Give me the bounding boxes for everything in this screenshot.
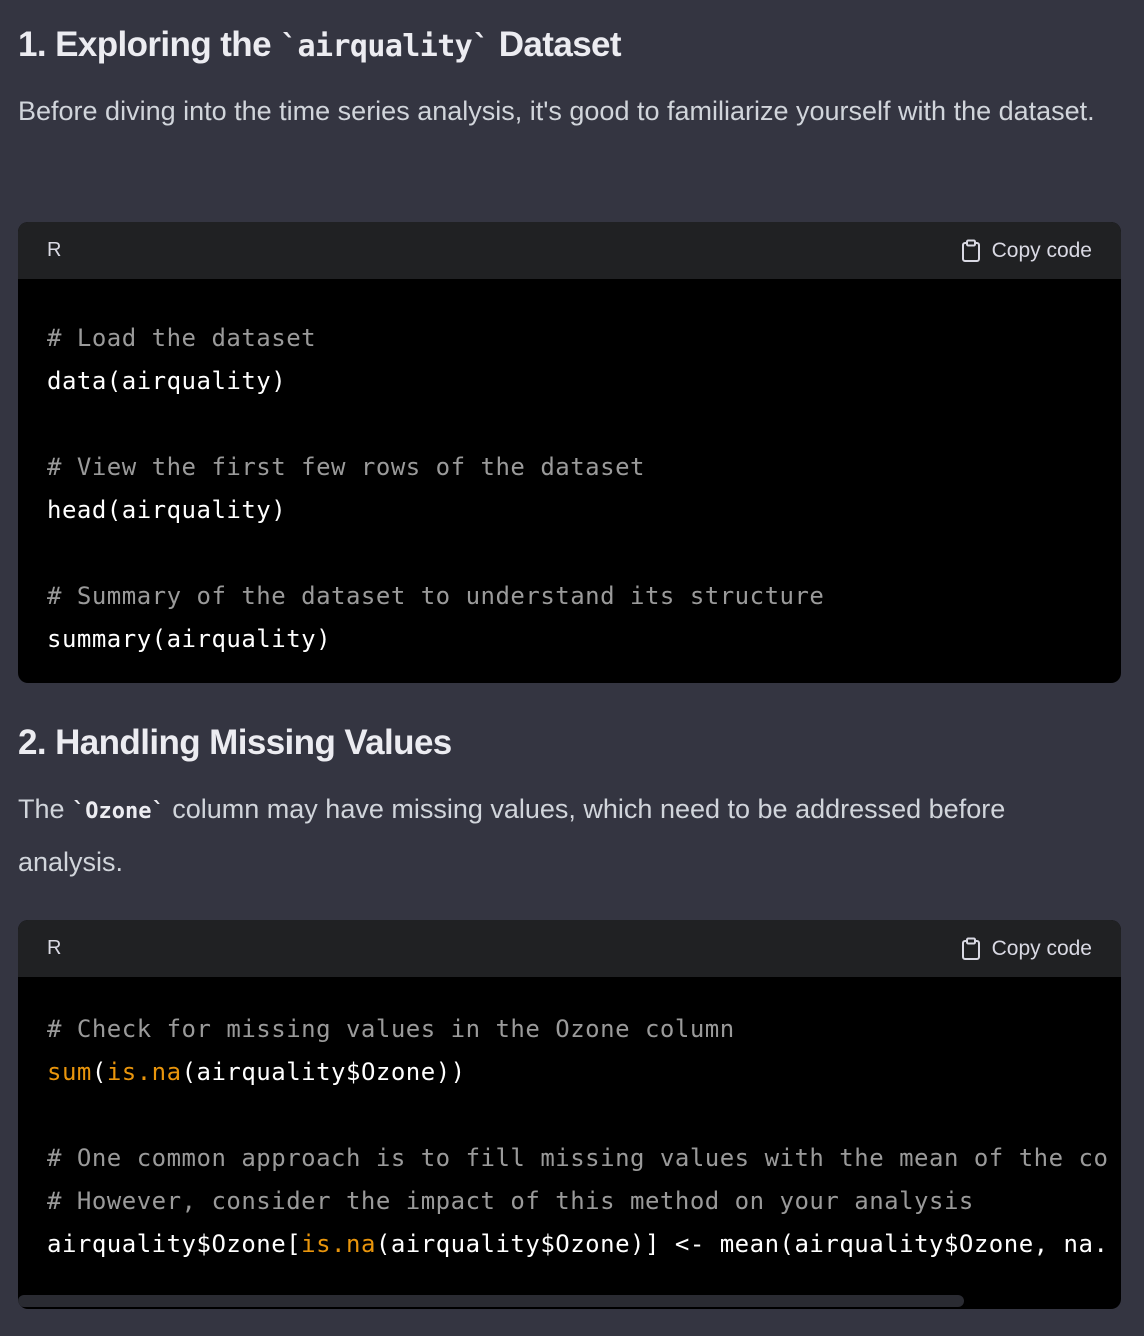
- paragraph-text: The: [18, 794, 73, 824]
- code-function: is.na: [106, 1058, 182, 1086]
- section-heading-2: 2. Handling Missing Values: [18, 723, 452, 762]
- section-paragraph-1: Before diving into the time series analysis, it's good to familiarize yourself with the dataset.: [18, 96, 1095, 126]
- code-function: is.na: [301, 1230, 376, 1258]
- clipboard-icon: [960, 937, 982, 961]
- paragraph-text: column may have missing values, which need to be addressed before analysis.: [18, 794, 1006, 877]
- code-language-label: R: [47, 937, 62, 959]
- code-text: (: [91, 1058, 107, 1086]
- code-line: [47, 1223, 1121, 1266]
- inline-code: `Ozone`: [72, 799, 165, 824]
- code-text: (airquality$Ozone)] <- mean(airquality$Ozone, na.: [375, 1230, 1109, 1258]
- code-line: summary(airquality): [47, 625, 332, 653]
- code-comment: # However, consider the impact of this method on your analysis: [47, 1187, 974, 1215]
- code-block-1: [18, 222, 1121, 683]
- clipboard-icon: [960, 239, 982, 263]
- code-comment: # Check for missing values in the Ozone column: [47, 1015, 735, 1043]
- code-comment: # One common approach is to fill missing values with the mean of the co: [47, 1144, 1109, 1172]
- code-content: [18, 279, 1121, 661]
- code-comment: # Summary of the dataset to understand its structure: [47, 582, 825, 610]
- heading-text: 1. Exploring the: [18, 25, 281, 64]
- code-line: head(airquality): [47, 496, 287, 524]
- code-content: [18, 977, 1121, 1266]
- copy-code-button[interactable]: [960, 239, 1092, 263]
- code-block-2: [18, 920, 1121, 1309]
- heading-text: Dataset: [489, 25, 621, 64]
- code-language-label: R: [47, 239, 62, 261]
- code-function: sum: [47, 1058, 92, 1086]
- copy-code-button[interactable]: [960, 937, 1092, 961]
- inline-code: `airquality`: [280, 29, 490, 64]
- horizontal-scrollbar[interactable]: [18, 1295, 964, 1307]
- copy-code-label: Copy code: [991, 936, 1092, 960]
- code-block-header: [18, 222, 1121, 279]
- code-line: [47, 1051, 1121, 1094]
- code-comment: # Load the dataset: [47, 324, 317, 352]
- section-heading-1: [18, 27, 621, 62]
- code-block-header: [18, 920, 1121, 977]
- code-line: data(airquality): [47, 367, 287, 395]
- code-text: airquality$Ozone[: [47, 1230, 302, 1258]
- section-paragraph-2: [18, 784, 1098, 888]
- code-comment: # View the first few rows of the dataset: [47, 453, 645, 481]
- code-text: (airquality$Ozone)): [181, 1058, 466, 1086]
- copy-code-label: Copy code: [991, 238, 1092, 262]
